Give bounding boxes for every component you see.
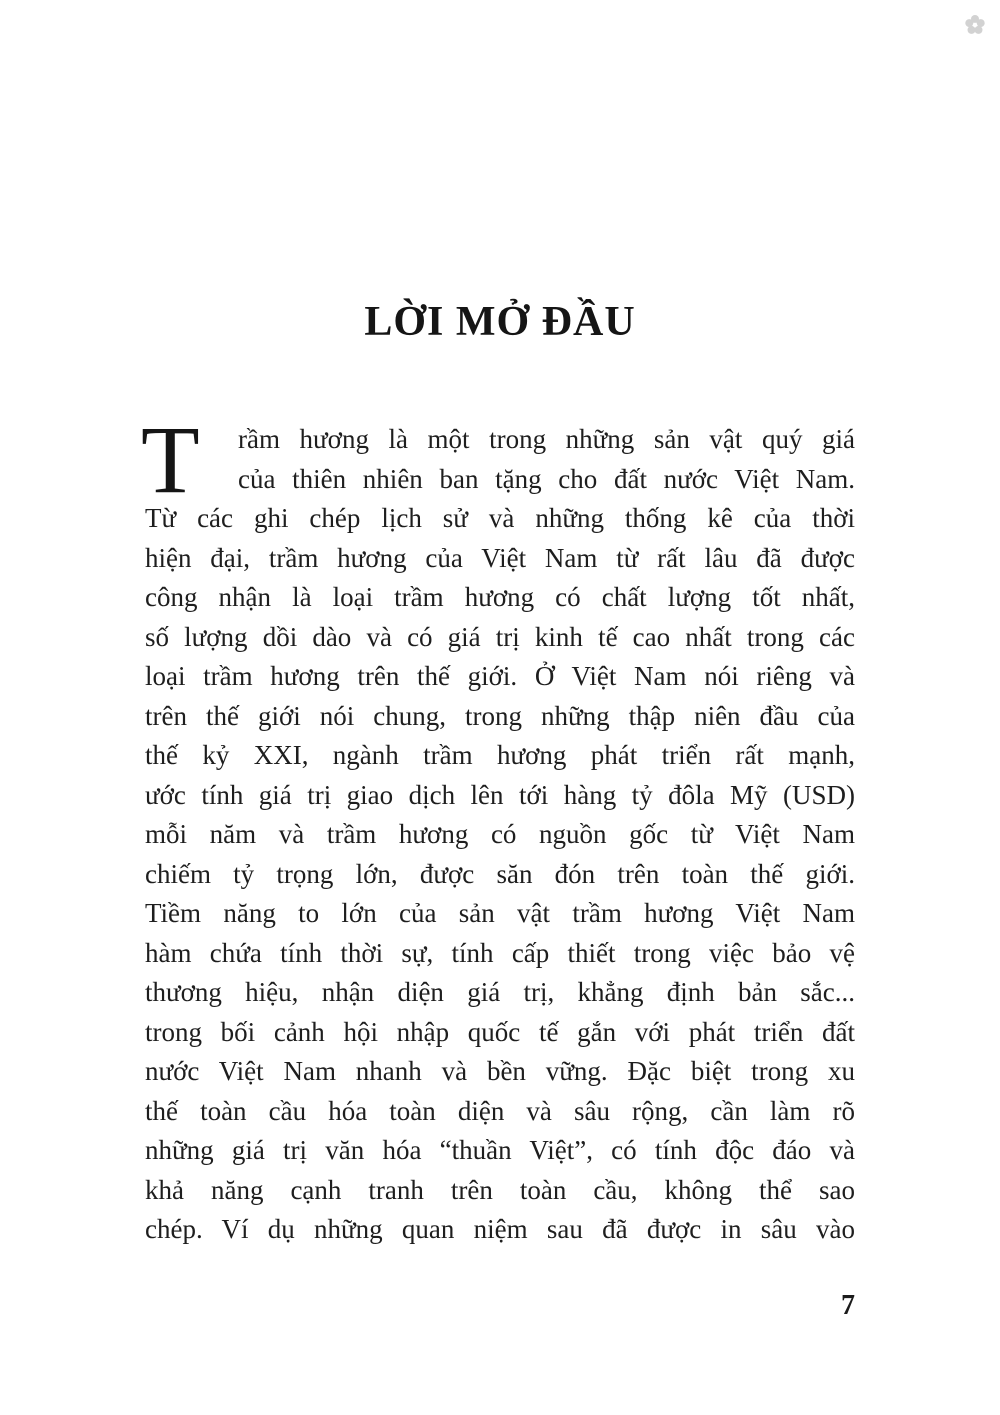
text-line: chiếm tỷ trọng lớn, được săn đón trên toàn thế giới. [145, 858, 855, 889]
text-line: rầm hương là một trong những sản vật quý giá [238, 424, 855, 454]
text-line: loại trầm hương trên thế giới. Ở Việt Nam nói riêng và [145, 661, 855, 691]
text-line: trên thế giới nói chung, trong những thập niên đầu của [145, 700, 855, 731]
chapter-title: LỜI MỞ ĐẦU [364, 299, 636, 345]
text-line: Từ các ghi chép lịch sử và những thống kê của thời [145, 503, 855, 533]
page-number: 7 [841, 1290, 855, 1321]
text-line: công nhận là loại trầm hương có chất lượng tốt nhất, [145, 582, 855, 612]
text-line: chép. Ví dụ những quan niệm sau đã được in sâu vào [145, 1214, 855, 1244]
text-line: Tiềm năng to lớn của sản vật trầm hương Việt Nam [145, 898, 855, 928]
text-line: thế toàn cầu hóa toàn diện và sâu rộng, cần làm rõ [145, 1095, 855, 1126]
text-line: nước Việt Nam nhanh và bền vững. Đặc biệt trong xu [145, 1056, 855, 1086]
text-line: của thiên nhiên ban tặng cho đất nước Việt Nam. [238, 463, 855, 494]
text-line: khả năng cạnh tranh trên toàn cầu, không thể sao [145, 1174, 855, 1205]
text-line: mỗi năm và trầm hương có nguồn gốc từ Việt Nam [145, 819, 855, 849]
text-line: thương hiệu, nhận diện giá trị, khẳng định bản sắc... [145, 977, 855, 1007]
text-line: hàm chứa tính thời sự, tính cấp thiết trong việc bảo vệ [145, 937, 855, 968]
flower-ornament-icon [964, 14, 986, 36]
body-paragraph [141, 406, 855, 1250]
drop-cap: T [141, 406, 200, 513]
text-line: ước tính giá trị giao dịch lên tới hàng tỷ đôla Mỹ (USD) [145, 779, 855, 810]
text-line: hiện đại, trầm hương của Việt Nam từ rất lâu đã được [145, 542, 855, 573]
text-line: trong bối cảnh hội nhập quốc tế gắn với phát triển đất [145, 1016, 855, 1047]
text-line: thế kỷ XXI, ngành trầm hương phát triển rất mạnh, [145, 740, 855, 770]
text-line: số lượng dồi dào và có giá trị kinh tế cao nhất trong các [145, 621, 855, 652]
text-line: những giá trị văn hóa “thuần Việt”, có tính độc đáo và [145, 1135, 855, 1165]
